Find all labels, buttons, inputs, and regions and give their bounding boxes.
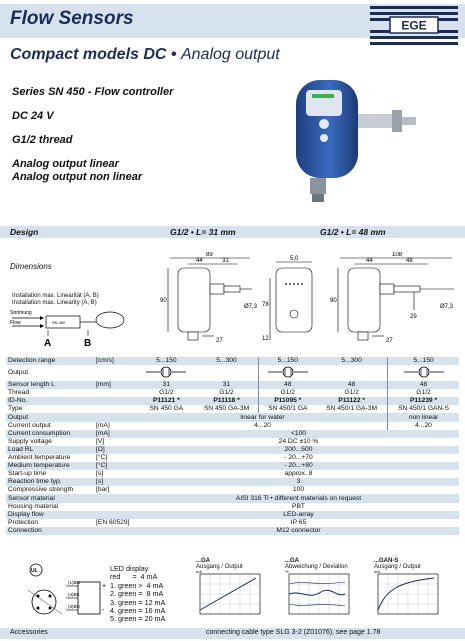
spec-cell: P11095 * (259, 397, 316, 405)
spec-unit: [mA] (94, 430, 138, 438)
output-symbol-icon (316, 365, 387, 381)
spec-row (6, 405, 459, 413)
spec-cell: P11239 * (388, 397, 459, 405)
accessories-text: connecting cable type SLG 3-2 (Z01076), see page 1.78 (206, 629, 381, 636)
spec-row (6, 503, 459, 511)
spec-table (6, 357, 459, 535)
install-label-a: A (44, 338, 52, 349)
spec-cell: G1/2 (219, 389, 234, 397)
spec-cell: approx. 8 (284, 470, 313, 478)
spec-cell: LED-array (138, 511, 459, 519)
output-symbol-icon (138, 365, 195, 381)
output-symbol-icon (195, 365, 259, 381)
spec-row (6, 357, 459, 365)
spec-row (6, 486, 459, 494)
dimension-drawing-l31 (158, 252, 258, 344)
stroemung-label: Strömung (10, 310, 32, 316)
subtitle-bullet: • (170, 46, 177, 63)
spec-cell: P11118 * (195, 397, 259, 405)
feature-voltage: DC 24 V (12, 110, 54, 122)
graph-tag: ...GA (196, 558, 211, 564)
spec-cell: 48 (388, 381, 459, 389)
spec-label: Housing material (8, 502, 59, 510)
dimensions-label: Dimensions (10, 262, 52, 271)
spec-unit (94, 503, 138, 511)
accessories-label: Accessories (10, 629, 48, 636)
spec-label: Ambient temperature (8, 454, 71, 462)
spec-cell: PBT (291, 502, 305, 510)
feature-thread: G1/2 thread (12, 134, 73, 146)
graph-plot (196, 570, 266, 622)
spec-cell: 100 (292, 486, 305, 494)
spec-label: Sensor material (6, 494, 94, 502)
spec-unit: [s] (96, 470, 104, 478)
install-note-de: Installation max. Linearität (A, B) (12, 293, 99, 299)
spec-cell: SN 450 GA (149, 405, 184, 413)
spec-unit: [s] (94, 478, 138, 486)
spec-row (6, 422, 459, 430)
spec-row (6, 389, 459, 397)
logo-text: EGE (401, 18, 427, 33)
design-col2: G1/2 • L= 48 mm (320, 227, 386, 237)
spec-unit: [mm] (94, 381, 138, 389)
spec-cell: 5...150 (388, 357, 459, 365)
product-photo (276, 72, 426, 212)
spec-label: ID-No. (6, 397, 94, 405)
subtitle-tail: Analog output (180, 46, 280, 63)
spec-row (6, 519, 459, 527)
spec-cell: SN 450 GA-3M (203, 405, 250, 413)
graph-title: Ausgang / Output (374, 564, 421, 570)
spec-row (6, 478, 459, 486)
spec-unit: [V] (96, 437, 105, 445)
dim-d7-3b: Ø7,3 (440, 304, 454, 310)
dim-50: 5,0 (290, 256, 299, 262)
spec-row (6, 438, 459, 446)
graph-plot (374, 570, 444, 622)
installation-diagram (10, 308, 150, 350)
graph-panel (374, 558, 444, 627)
led-line: 1. green > 4 mA (110, 580, 164, 590)
spec-row (6, 462, 459, 470)
spec-cell: M12 connector (138, 527, 459, 535)
dim-27: 27 (216, 338, 223, 344)
led-line: 3. green = 12 mA (110, 597, 166, 607)
spec-unit (94, 397, 138, 405)
dim-108: 108 (392, 252, 403, 258)
spec-cell: SN 450/1 GAN-S (388, 405, 459, 413)
spec-cell: <100 (138, 430, 459, 438)
pin-1-label: (1)BN (68, 580, 80, 585)
graph-ylabel: mA (374, 570, 380, 574)
spec-cell: 31 (138, 381, 195, 389)
spec-unit (94, 389, 138, 397)
spec-label: Reaction time typ. (6, 478, 94, 486)
spec-row (6, 446, 459, 454)
spec-cell: 5...300 (195, 357, 259, 365)
page-title: Flow Sensors (10, 8, 134, 29)
install-label-b: B (84, 338, 92, 349)
graph-ylabel: mA (196, 570, 202, 574)
spec-cell: G1/2 (344, 389, 359, 397)
spec-unit: [cm/s] (94, 357, 138, 365)
wiring-diagram (22, 560, 112, 618)
spec-row (6, 470, 459, 478)
dim-12: 12 (262, 336, 269, 342)
spec-label: Detection range (6, 357, 94, 365)
spec-unit: [bar] (96, 486, 110, 494)
spec-cell: G1/2 (259, 389, 316, 397)
spec-row (6, 454, 459, 462)
graph-tag: ...GA (285, 558, 300, 564)
spec-label: Thread (8, 389, 30, 397)
spec-cell: AISI 316 Ti • different materials on request (138, 494, 459, 502)
spec-label: Display flow (6, 511, 94, 519)
spec-cell: P11122 * (316, 397, 387, 405)
led-legend (110, 565, 165, 624)
feature-linear: Analog output linear (12, 158, 119, 170)
dim-89: 89 (206, 252, 213, 258)
dim-90b: 90 (330, 298, 337, 304)
spec-label: Connection (6, 527, 94, 535)
spec-unit (94, 511, 138, 519)
design-label: Design (10, 227, 39, 237)
spec-cell: 48 (316, 381, 387, 389)
spec-cell: 5...150 (259, 357, 316, 365)
spec-cell: G1/2 (388, 389, 459, 397)
spec-unit: [EN 60529] (96, 518, 130, 526)
spec-cell: 4...20 (388, 422, 459, 430)
dim-48: 48 (406, 258, 413, 264)
spec-cell: 24 DC ±10 % (278, 437, 319, 445)
graph-title: Abweichung / Deviation (285, 564, 348, 570)
spec-unit: [Ω] (94, 446, 138, 454)
subtitle-main: Compact models DC (10, 46, 167, 63)
spec-unit: [°C] (94, 462, 138, 470)
dim-44: 44 (196, 258, 203, 264)
page-subtitle (10, 46, 280, 64)
spec-label: Sensor length L (6, 381, 94, 389)
spec-cell: - 20...+70 (284, 454, 313, 462)
feature-series: Series SN 450 - Flow controller (12, 86, 174, 98)
spec-cell: non linear (388, 413, 459, 421)
output-symbol-icon (388, 365, 459, 381)
spec-cell: SN 450/1 GA (259, 405, 316, 413)
spec-label: Current output (8, 421, 51, 429)
spec-row (6, 397, 459, 405)
output-symbol-icon (259, 365, 316, 381)
pin-3-label: (3)BU (68, 604, 80, 609)
pin-4-label: (4)BK (68, 592, 80, 597)
dim-d7-3: Ø7,3 (244, 304, 258, 310)
design-col1: G1/2 • L= 31 mm (170, 227, 236, 237)
led-title: LED display (110, 564, 149, 573)
spec-label: Load RL (6, 446, 94, 454)
spec-label: Output (6, 413, 94, 421)
spec-unit (94, 494, 138, 502)
spec-label: Start-up time (8, 470, 47, 478)
graph-panel (285, 558, 355, 627)
spec-row (6, 430, 459, 438)
dim-31: 31 (222, 258, 229, 264)
led-line: 5. green = 20 mA (110, 614, 166, 624)
spec-cell: 31 (195, 381, 259, 389)
spec-row (6, 365, 459, 381)
dimension-drawing-front (262, 252, 322, 344)
spec-cell: linear for water (138, 413, 388, 421)
flow-label: Flow (10, 320, 21, 326)
spec-label: Protection (8, 518, 39, 526)
led-line: 4. green = 16 mA (110, 606, 166, 616)
spec-unit (94, 405, 138, 413)
spec-cell: 3 (138, 478, 459, 486)
dimension-drawing-l48 (328, 252, 458, 344)
spec-cell: - 20...+80 (138, 462, 459, 470)
led-line: 2. green = 8 mA (110, 589, 164, 599)
spec-row (6, 381, 459, 389)
spec-cell: SN 450/1 GA-3M (326, 405, 378, 413)
wire-minus: - (102, 607, 105, 614)
ul-mark: UL (31, 568, 38, 574)
dim-27b: 27 (386, 338, 393, 344)
spec-label: Compressive strength (8, 486, 74, 494)
graph-panel (196, 558, 266, 627)
spec-unit (94, 413, 138, 421)
install-note-en: Installation max. Linearity (A, B) (12, 300, 97, 306)
ege-logo-icon (370, 4, 458, 46)
graph-tag: ...GAN-S (374, 558, 399, 564)
feature-nonlinear: Analog output non linear (12, 171, 143, 183)
spec-cell: 200...500 (138, 446, 459, 454)
spec-label: Output (8, 369, 29, 377)
spec-unit (94, 365, 138, 381)
spec-cell: 5...300 (316, 357, 387, 365)
graph-ylabel: % (285, 570, 289, 574)
spec-cell: G1/2 (159, 389, 174, 397)
spec-row (6, 494, 459, 502)
spec-cell: 48 (259, 381, 316, 389)
spec-cell: 4...20 (254, 421, 271, 429)
spec-row (6, 511, 459, 519)
spec-label: Current consumption (6, 430, 94, 438)
spec-label: Type (8, 405, 23, 413)
spec-cell: IP 65 (290, 518, 307, 526)
spec-cell: 5...150 (138, 357, 195, 365)
led-line: red = 4 mA (110, 572, 158, 582)
wire-plus: + (102, 583, 107, 590)
spec-label: Supply voltage (8, 437, 52, 445)
graph-plot (285, 570, 355, 622)
sn450-tag: SN 450 (52, 320, 66, 325)
dim-44b: 44 (366, 258, 373, 264)
dim-78: 78 (262, 302, 269, 308)
spec-unit (94, 527, 138, 535)
spec-unit: [mA] (96, 421, 110, 429)
spec-cell: P11121 * (138, 397, 195, 405)
spec-label: Medium temperature (6, 462, 94, 470)
dim-29: 29 (410, 314, 417, 320)
spec-unit: [°C] (96, 454, 108, 462)
spec-row (6, 413, 459, 421)
graph-title: Ausgang / Output (196, 564, 243, 570)
spec-row (6, 527, 459, 535)
dim-90: 90 (160, 298, 167, 304)
